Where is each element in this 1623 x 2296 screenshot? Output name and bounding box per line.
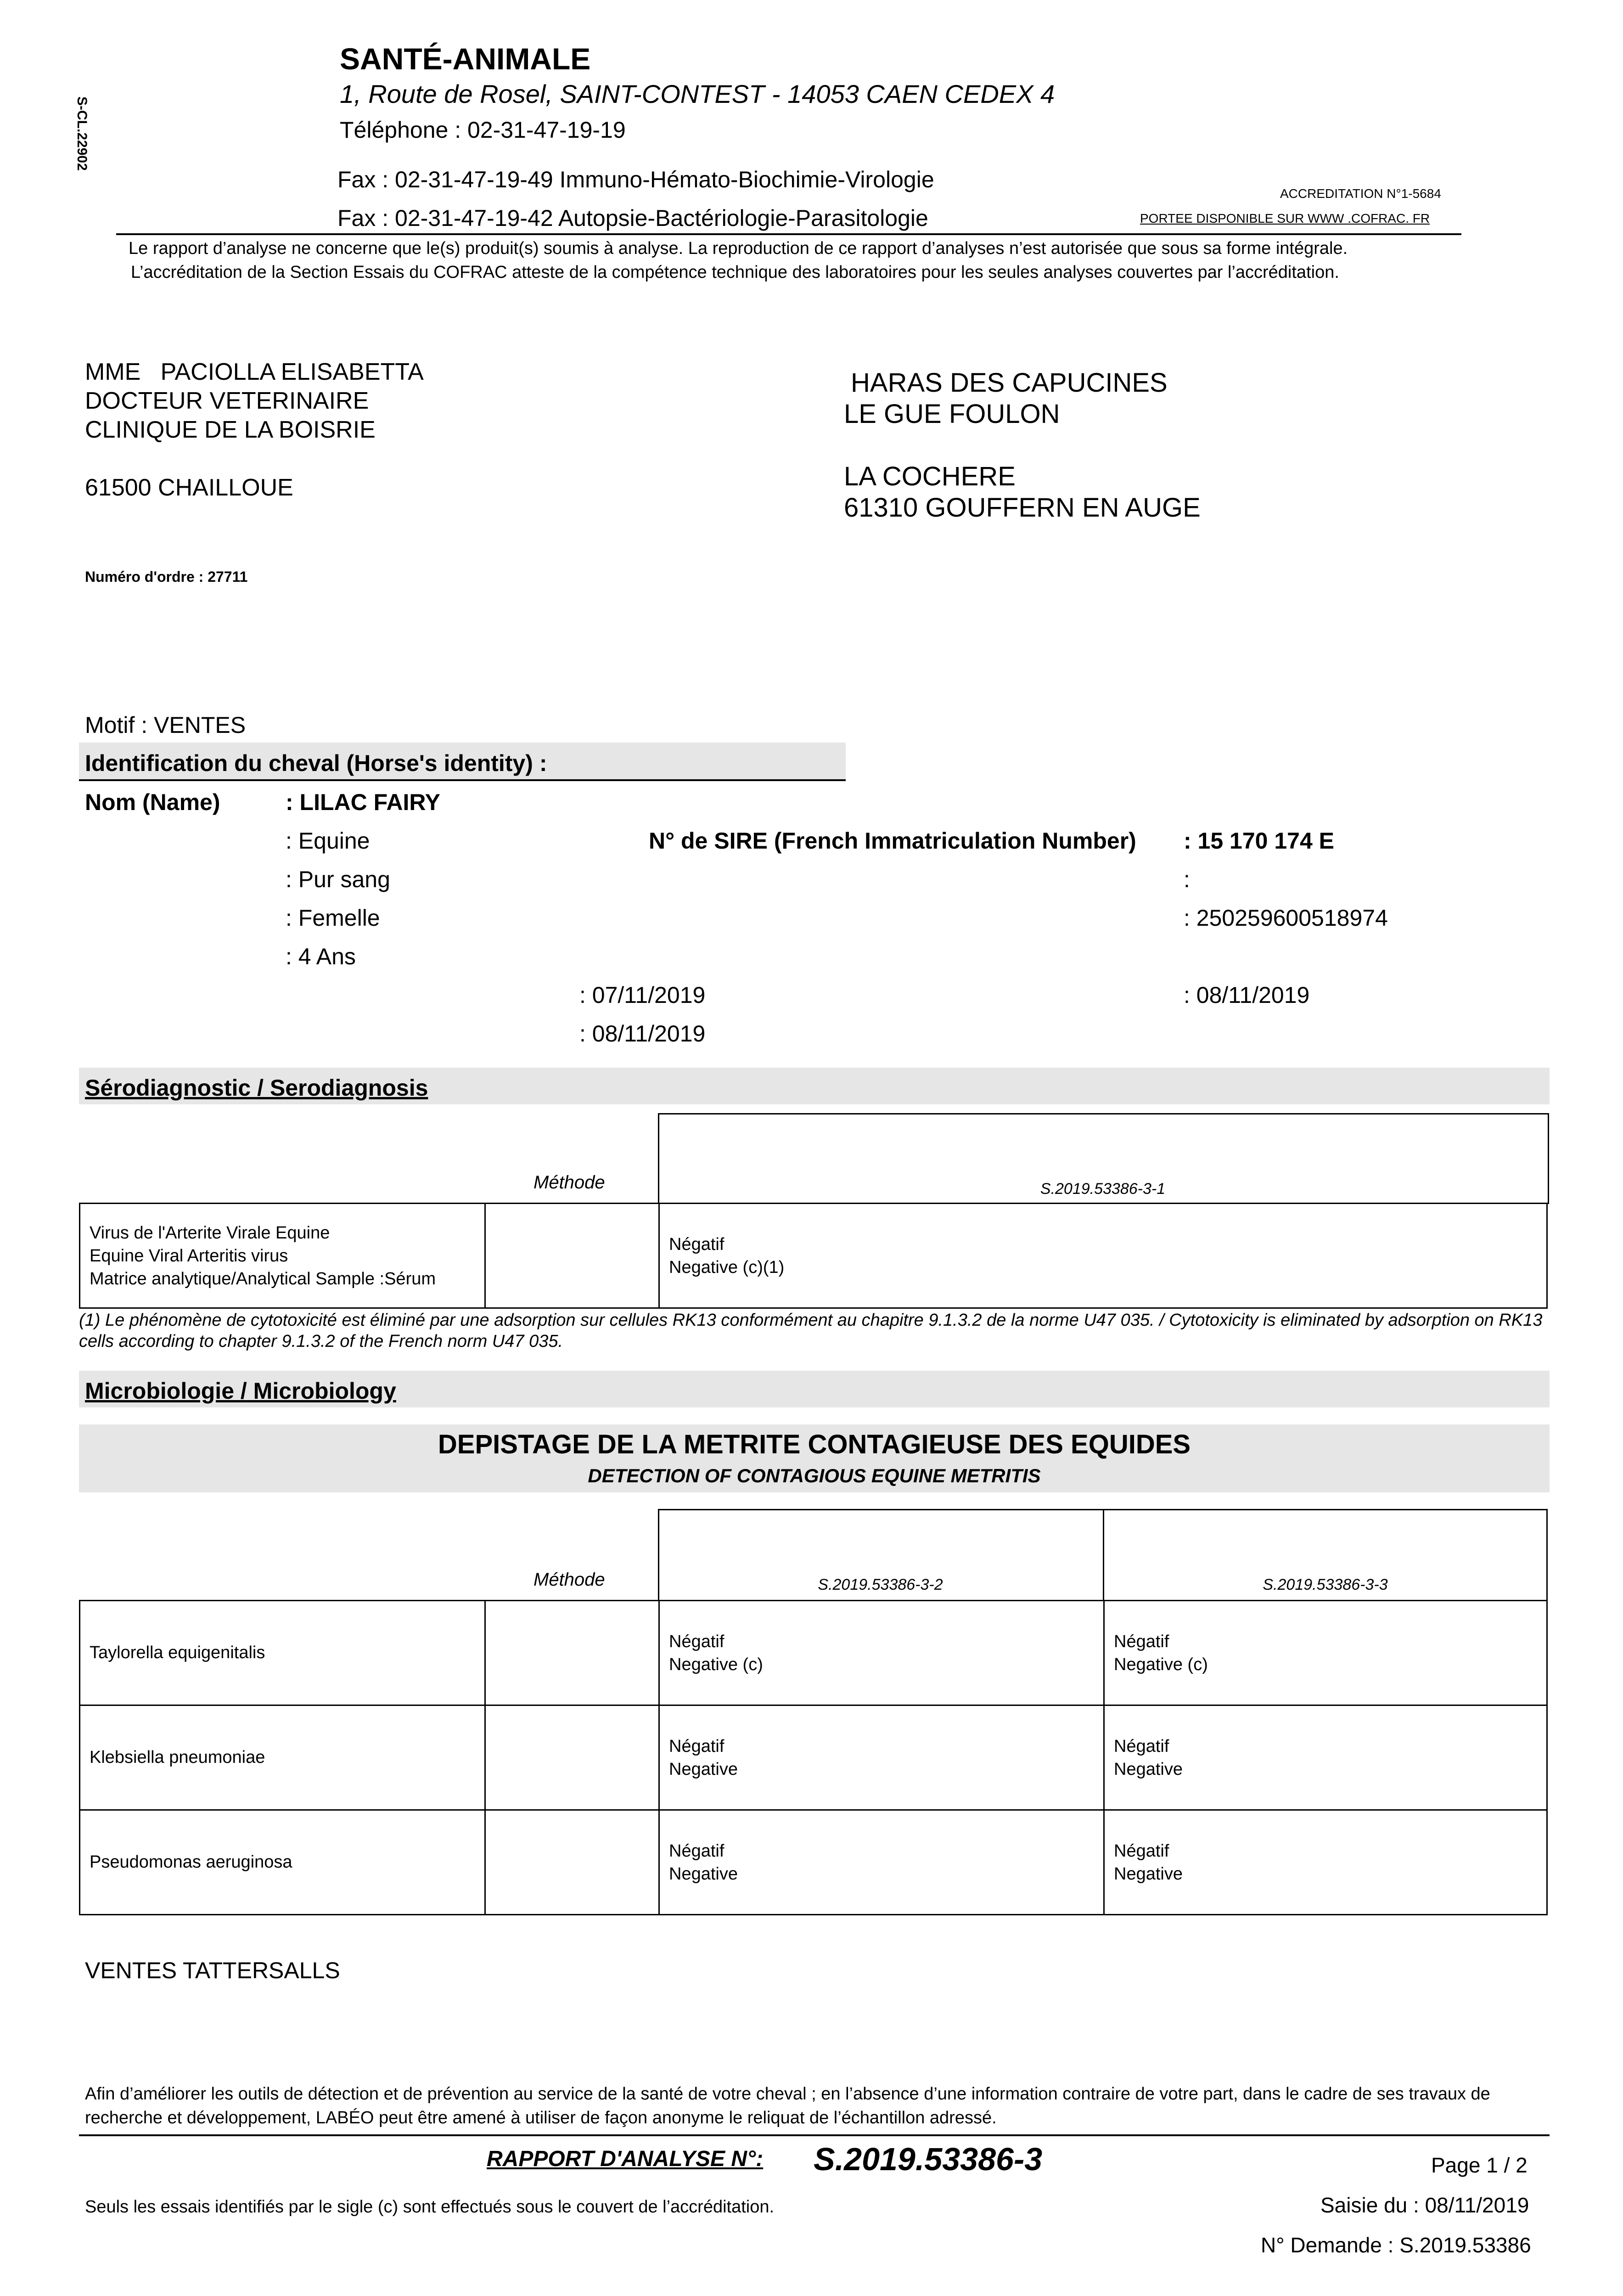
accreditation-number: ACCREDITATION N°1-5684 — [1280, 186, 1441, 201]
cem-result-fr: Négatif — [669, 1841, 724, 1861]
serology-method-label: Méthode — [534, 1172, 605, 1193]
footer-rule — [79, 2134, 1550, 2136]
horse-sex: : Femelle — [286, 905, 380, 931]
horse-age: : 4 Ans — [286, 944, 356, 969]
microbiology-heading: Microbiologie / Microbiology — [85, 1378, 396, 1404]
serology-result-cell — [659, 1204, 1547, 1308]
cem-table — [79, 1600, 1548, 1915]
disclaimer-line-1: Le rapport d’analyse ne concerne que le(s) produit(s) soumis à analyse. La reproduction de ce rapport d’analyses n’est autorisée que sous sa forme intégrale. — [129, 239, 1348, 258]
table-row — [80, 1601, 1547, 1705]
comment: VENTES TATTERSALLS — [85, 1958, 340, 1983]
research-notice: Afin d’améliorer les outils de détection et de prévention au service de la santé de votre cheval ; en l’absence d’une information contraire de votre part, dans le cadre de ses travaux de recherche et développement, LABÉO peut être amené à utiliser de façon anonyme le reliquat de l’échantillon adressé. — [85, 2084, 1490, 2127]
transponder-number: : 250259600518974 — [1184, 905, 1388, 931]
owner-address-2: LA COCHERE — [844, 461, 1016, 491]
date-1: : 07/11/2019 — [579, 982, 706, 1008]
saisie-date: Saisie du : 08/11/2019 — [1320, 2193, 1529, 2217]
cem-result-en: Negative (c) — [1114, 1654, 1208, 1674]
serology-heading: Sérodiagnostic / Serodiagnosis — [85, 1075, 428, 1101]
cem-result-cell — [1104, 1705, 1547, 1810]
cem-analyte-cell — [80, 1601, 485, 1705]
cem-result-cell — [659, 1601, 1104, 1705]
table-row — [80, 1810, 1547, 1915]
accreditation-note: Seuls les essais identifiés par le sigle (c) sont effectués sous le couvert de l’accréditation. — [85, 2197, 775, 2217]
cem-result-en: Negative (c) — [669, 1654, 763, 1674]
cem-result-fr: Négatif — [669, 1632, 724, 1651]
owner-address-1: LE GUE FOULON — [844, 399, 1060, 429]
right-blank-field: : — [1184, 867, 1190, 892]
cem-analyte-label: Pseudomonas aeruginosa — [90, 1852, 292, 1872]
recipient-clinic: CLINIQUE DE LA BOISRIE — [85, 416, 376, 443]
header-rule — [116, 233, 1461, 235]
cem-title: DEPISTAGE DE LA METRITE CONTAGIEUSE DES EQUIDES — [438, 1429, 1191, 1459]
cem-result-en: Negative — [1114, 1864, 1183, 1884]
horse-breed: : Pur sang — [286, 867, 390, 892]
cem-result-fr: Négatif — [1114, 1841, 1169, 1861]
demande-number: N° Demande : S.2019.53386 — [1261, 2233, 1531, 2257]
recipient-name: MME PACIOLLA ELISABETTA — [85, 359, 424, 385]
serology-footnote: (1) Le phénomène de cytotoxicité est éliminé par une adsorption sur cellules RK13 conformément au chapitre 9.1.3.2 de la norme U47 035. / Cytotoxicity is eliminated by adsorption on RK13 cells according to chapter 9.1.3.2 of the French norm U47 035. — [79, 1311, 1543, 1351]
cem-result-cell — [1104, 1601, 1547, 1705]
org-phone: Téléphone : 02-31-47-19-19 — [340, 117, 626, 143]
serology-result-fr: Négatif — [669, 1234, 724, 1254]
cem-result-cell — [659, 1810, 1104, 1915]
cem-result-cell — [659, 1705, 1104, 1810]
date-2: : 08/11/2019 — [579, 1021, 706, 1047]
side-code: S-CL.22902 — [74, 96, 90, 171]
cem-subtitle: DETECTION OF CONTAGIOUS EQUINE METRITIS — [588, 1465, 1041, 1486]
sire-value: : 15 170 174 E — [1184, 828, 1335, 854]
motif: Motif : VENTES — [85, 712, 246, 738]
report-label: RAPPORT D'ANALYSE N°: — [487, 2147, 764, 2171]
cem-result-fr: Négatif — [669, 1736, 724, 1756]
cem-method-cell — [485, 1810, 659, 1915]
disclaimer-line-2: L’accréditation de la Section Essais du COFRAC atteste de la compétence technique des laboratoires pour les seules analyses couvertes par l’accréditation. — [131, 263, 1339, 282]
org-fax-2: Fax : 02-31-47-19-42 Autopsie-Bactériologie-Parasitologie — [337, 205, 928, 231]
horse-species: : Equine — [286, 828, 370, 854]
serology-analyte-fr: Virus de l'Arterite Virale Equine — [90, 1223, 330, 1243]
cem-result-en: Negative — [669, 1864, 738, 1884]
owner-city: 61310 GOUFFERN EN AUGE — [844, 493, 1201, 523]
cem-analyte-cell — [80, 1810, 485, 1915]
cem-result-en: Negative — [669, 1759, 738, 1779]
org-fax-1: Fax : 02-31-47-19-49 Immuno-Hémato-Biochimie-Virologie — [337, 167, 934, 192]
serology-table — [79, 1203, 1548, 1309]
org-address: 1, Route de Rosel, SAINT-CONTEST - 14053 CAEN CEDEX 4 — [340, 79, 1055, 108]
horse-name-label: Nom (Name) — [85, 789, 220, 815]
order-number: Numéro d'ordre : 27711 — [85, 568, 248, 585]
table-row — [80, 1705, 1547, 1810]
recipient-title: DOCTEUR VETERINAIRE — [85, 388, 369, 414]
table-row — [80, 1204, 1547, 1308]
cem-analyte-label: Klebsiella pneumoniae — [90, 1748, 265, 1767]
cem-sample-id-1: S.2019.53386-3-2 — [818, 1576, 943, 1593]
page-number: Page 1 / 2 — [1431, 2153, 1528, 2177]
cem-result-en: Negative — [1114, 1759, 1183, 1779]
cem-result-fr: Négatif — [1114, 1632, 1169, 1651]
serology-method-cell — [485, 1204, 659, 1308]
horse-name-value: : LILAC FAIRY — [286, 789, 441, 815]
serology-matrix: Matrice analytique/Analytical Sample :Sérum — [90, 1269, 436, 1289]
cem-result-cell — [1104, 1810, 1547, 1915]
sire-label: N° de SIRE (French Immatriculation Number) — [649, 828, 1136, 854]
serology-sample-id: S.2019.53386-3-1 — [1040, 1180, 1166, 1198]
report-number: S.2019.53386-3 — [814, 2141, 1043, 2177]
org-name: SANTÉ-ANIMALE — [340, 42, 591, 76]
serology-result-en: Negative (c)(1) — [669, 1257, 785, 1277]
serology-analyte-en: Equine Viral Arteritis virus — [90, 1246, 288, 1266]
cem-method-cell — [485, 1705, 659, 1810]
serology-analyte-cell — [80, 1204, 485, 1308]
date-3: : 08/11/2019 — [1184, 982, 1310, 1008]
cem-result-fr: Négatif — [1114, 1736, 1169, 1756]
cem-method-label: Méthode — [534, 1570, 605, 1590]
cem-sample-id-2: S.2019.53386-3-3 — [1263, 1576, 1388, 1593]
recipient-city: 61500 CHAILLOUE — [85, 474, 293, 501]
accreditation-portee: PORTEE DISPONIBLE SUR WWW .COFRAC. FR — [1140, 211, 1430, 225]
owner-name: HARAS DES CAPUCINES — [851, 368, 1168, 398]
cem-analyte-cell — [80, 1705, 485, 1810]
cem-analyte-label: Taylorella equigenitalis — [90, 1643, 265, 1662]
identification-heading: Identification du cheval (Horse's identity) : — [85, 750, 547, 776]
cem-method-cell — [485, 1601, 659, 1705]
